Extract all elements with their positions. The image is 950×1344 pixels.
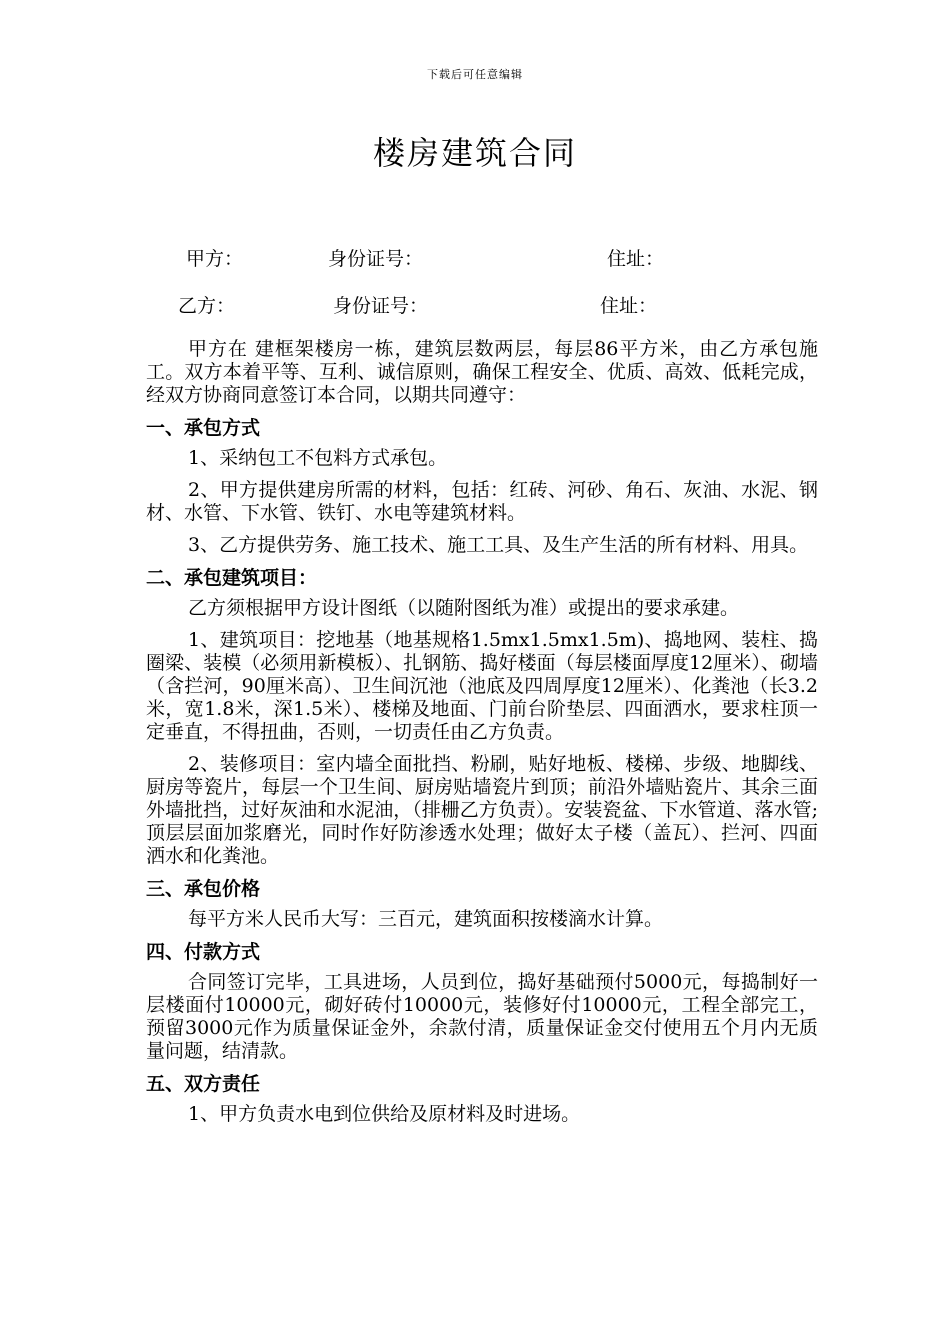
party-a-id-label: 身份证号： <box>328 248 424 270</box>
party-a-row <box>0 244 950 270</box>
section-heading: 三、承包价格 <box>146 878 261 900</box>
party-b-row <box>0 291 950 317</box>
section-paragraph: 1、采纳包工不包料方式承包。 <box>188 447 448 469</box>
party-b-address-label: 住址： <box>600 295 658 317</box>
section-paragraph: 每平方米人民币大写：三百元，建筑面积按楼滴水计算。 <box>188 908 664 930</box>
party-b-label: 乙方： <box>178 295 236 317</box>
section-paragraph: 3、乙方提供劳务、施工技术、施工工具、及生产生活的所有材料、用具。 <box>188 534 809 556</box>
section-2 <box>146 566 818 868</box>
section-paragraph: 2、甲方提供建房所需的材料，包括：红砖、河砂、角石、灰油、水泥、钢材、水管、下水管、铁钉、水电等建筑材料。 <box>146 479 818 524</box>
header-note: 下载后可任意编辑 <box>427 68 523 81</box>
section-1 <box>146 416 818 557</box>
section-paragraph: 1、建筑项目：挖地基（地基规格1.5mx1.5mx1.5m)、捣地网、装柱、捣圈梁、装模（必须用新模板）、扎钢筋、捣好楼面（每层楼面厚度12厘米）、砌墙（含拦河，90厘米高）、卫生间沉池（池底及四周厚度12厘米）、化粪池（长3.2米，宽1.8米，深1.5米）、楼梯及地面、门前台阶垫层、四面洒水，要求柱顶一定垂直，不得扭曲，否则，一切责任由乙方负责。 <box>146 629 818 743</box>
section-4 <box>146 940 818 1063</box>
section-paragraph: 2、装修项目：室内墙全面批挡、粉刷，贴好地板、楼梯、步级、地脚线、厨房等瓷片，每层一个卫生间、厨房贴墙瓷片到顶；前沿外墙贴瓷片、其余三面外墙批挡，过好灰油和水泥油，（排栅乙方负责）。安装瓷盆、下水管道、落水管;顶层层面加浆磨光，同时作好防渗透水处理；做好太子楼（盖瓦）、拦河、四面洒水和化粪池。 <box>146 753 818 867</box>
section-heading: 二、承包建筑项目： <box>146 567 318 589</box>
contract-body <box>146 338 818 1135</box>
intro-paragraph: 甲方在 建框架楼房一栋，建筑层数两层，每层86平方米，由乙方承包施工。双方本着平等、互利、诚信原则，确保工程安全、优质、高效、低耗完成，经双方协商同意签订本合同，以期共同遵守： <box>146 338 818 406</box>
section-paragraph: 1、甲方负责水电到位供给及原材料及时进场。 <box>188 1103 581 1125</box>
party-a-address-label: 住址： <box>607 248 665 270</box>
party-b-id-label: 身份证号： <box>333 295 429 317</box>
section-heading: 五、双方责任 <box>146 1073 261 1095</box>
section-heading: 一、承包方式 <box>146 417 261 439</box>
section-5 <box>146 1072 818 1126</box>
party-a-label: 甲方： <box>186 248 244 270</box>
document-title: 楼房建筑合同 <box>372 134 577 172</box>
section-paragraph: 乙方须根据甲方设计图纸（以随附图纸为准）或提出的要求承建。 <box>188 597 740 619</box>
section-3 <box>146 877 818 931</box>
section-paragraph: 合同签订完毕，工具进场，人员到位，捣好基础预付5000元，每捣制好一层楼面付10000元，砌好砖付10000元，装修好付10000元，工程全部完工，预留3000元作为质量保证金外，余款付清，质量保证金交付使用五个月内无质量问题，结清款。 <box>146 971 818 1062</box>
section-heading: 四、付款方式 <box>146 941 261 963</box>
